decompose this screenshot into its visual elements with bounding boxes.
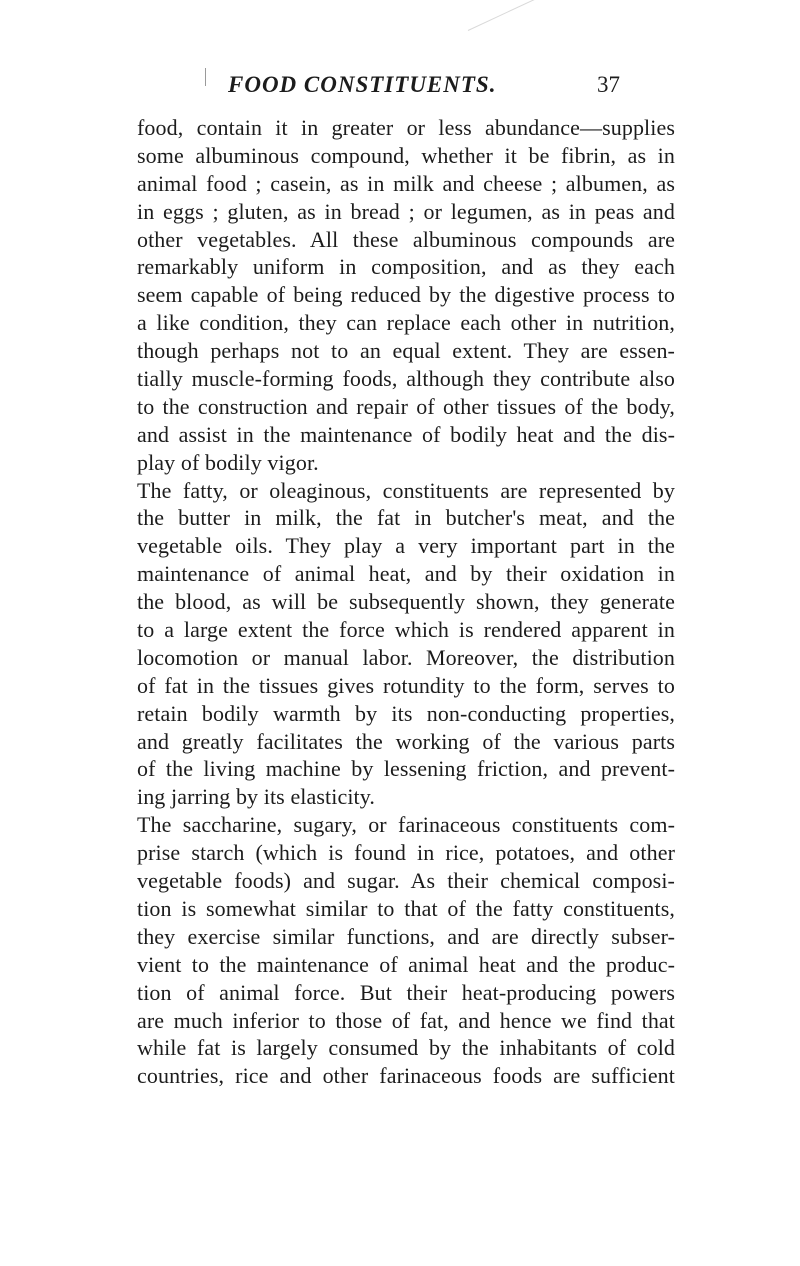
text-line: of fat in the tissues gives rotundity to the form, serves to [137, 672, 675, 698]
text-line: to the construction and repair of other tissues of the body, [137, 393, 675, 419]
paper-crease [468, 0, 577, 31]
text-line: other vegetables. All these albuminous compounds are [137, 226, 675, 252]
text-line: and greatly facilitates the working of the various parts [137, 728, 675, 754]
text-line: and assist in the maintenance of bodily heat and the dis- [137, 421, 675, 447]
text-line: countries, rice and other farinaceous foods are sufficient [137, 1063, 675, 1089]
text-line: vegetable oils. They play a very important part in the [137, 533, 675, 559]
text-line: a like condition, they can replace each other in nutrition, [137, 310, 675, 336]
text-line: while fat is largely consumed by the inhabitants of cold [137, 1035, 675, 1061]
text-line: locomotion or manual labor. Moreover, the distribution [137, 644, 675, 670]
text-line: the blood, as will be subsequently shown, they generate [137, 589, 675, 615]
text-line: prise starch (which is found in rice, potatoes, and other [137, 840, 675, 866]
text-line: are much inferior to those of fat, and hence we find that [137, 1007, 675, 1033]
page-number: 37 [597, 72, 620, 97]
page-header [210, 72, 620, 106]
text-line: to a large extent the force which is rendered apparent in [137, 617, 675, 643]
text-line: maintenance of animal heat, and by their oxidation in [137, 561, 675, 587]
text-line: though perhaps not to an equal extent. They are essen- [137, 338, 675, 364]
text-line: seem capable of being reduced by the digestive process to [137, 282, 675, 308]
margin-mark [205, 68, 206, 86]
text-line: vegetable foods) and sugar. As their chemical composi- [137, 868, 675, 894]
text-line: some albuminous compound, whether it be fibrin, as in [137, 142, 675, 168]
paragraph-end-line: ing jarring by its elasticity. [137, 784, 376, 810]
paragraph-end-line: play of bodily vigor. [137, 449, 319, 475]
body-text [137, 114, 675, 1090]
paragraph-start-line: The fatty, or oleaginous, constituents are represented by [137, 477, 675, 503]
text-line: the butter in milk, the fat in butcher's meat, and the [137, 505, 675, 531]
text-line: animal food ; casein, as in milk and cheese ; albumen, as [137, 170, 675, 196]
paragraph-start-line: The saccharine, sugary, or farinaceous constituents com- [137, 812, 675, 838]
text-line: retain bodily warmth by its non-conducting properties, [137, 700, 675, 726]
text-line: they exercise similar functions, and are directly subser- [137, 923, 675, 949]
text-line: food, contain it in greater or less abundance—supplies [137, 115, 675, 140]
text-line: of the living machine by lessening friction, and prevent- [137, 756, 675, 782]
text-line: vient to the maintenance of animal heat and the produc- [137, 951, 675, 977]
text-line: remarkably uniform in composition, and as they each [137, 254, 675, 280]
text-line: tion of animal force. But their heat-producing powers [137, 979, 675, 1005]
text-line: tially muscle-forming foods, although they contribute also [137, 366, 675, 392]
text-line: in eggs ; gluten, as in bread ; or legumen, as in peas and [137, 198, 675, 224]
running-title: FOOD CONSTITUENTS. [228, 72, 497, 97]
text-line: tion is somewhat similar to that of the fatty constituents, [137, 895, 675, 921]
